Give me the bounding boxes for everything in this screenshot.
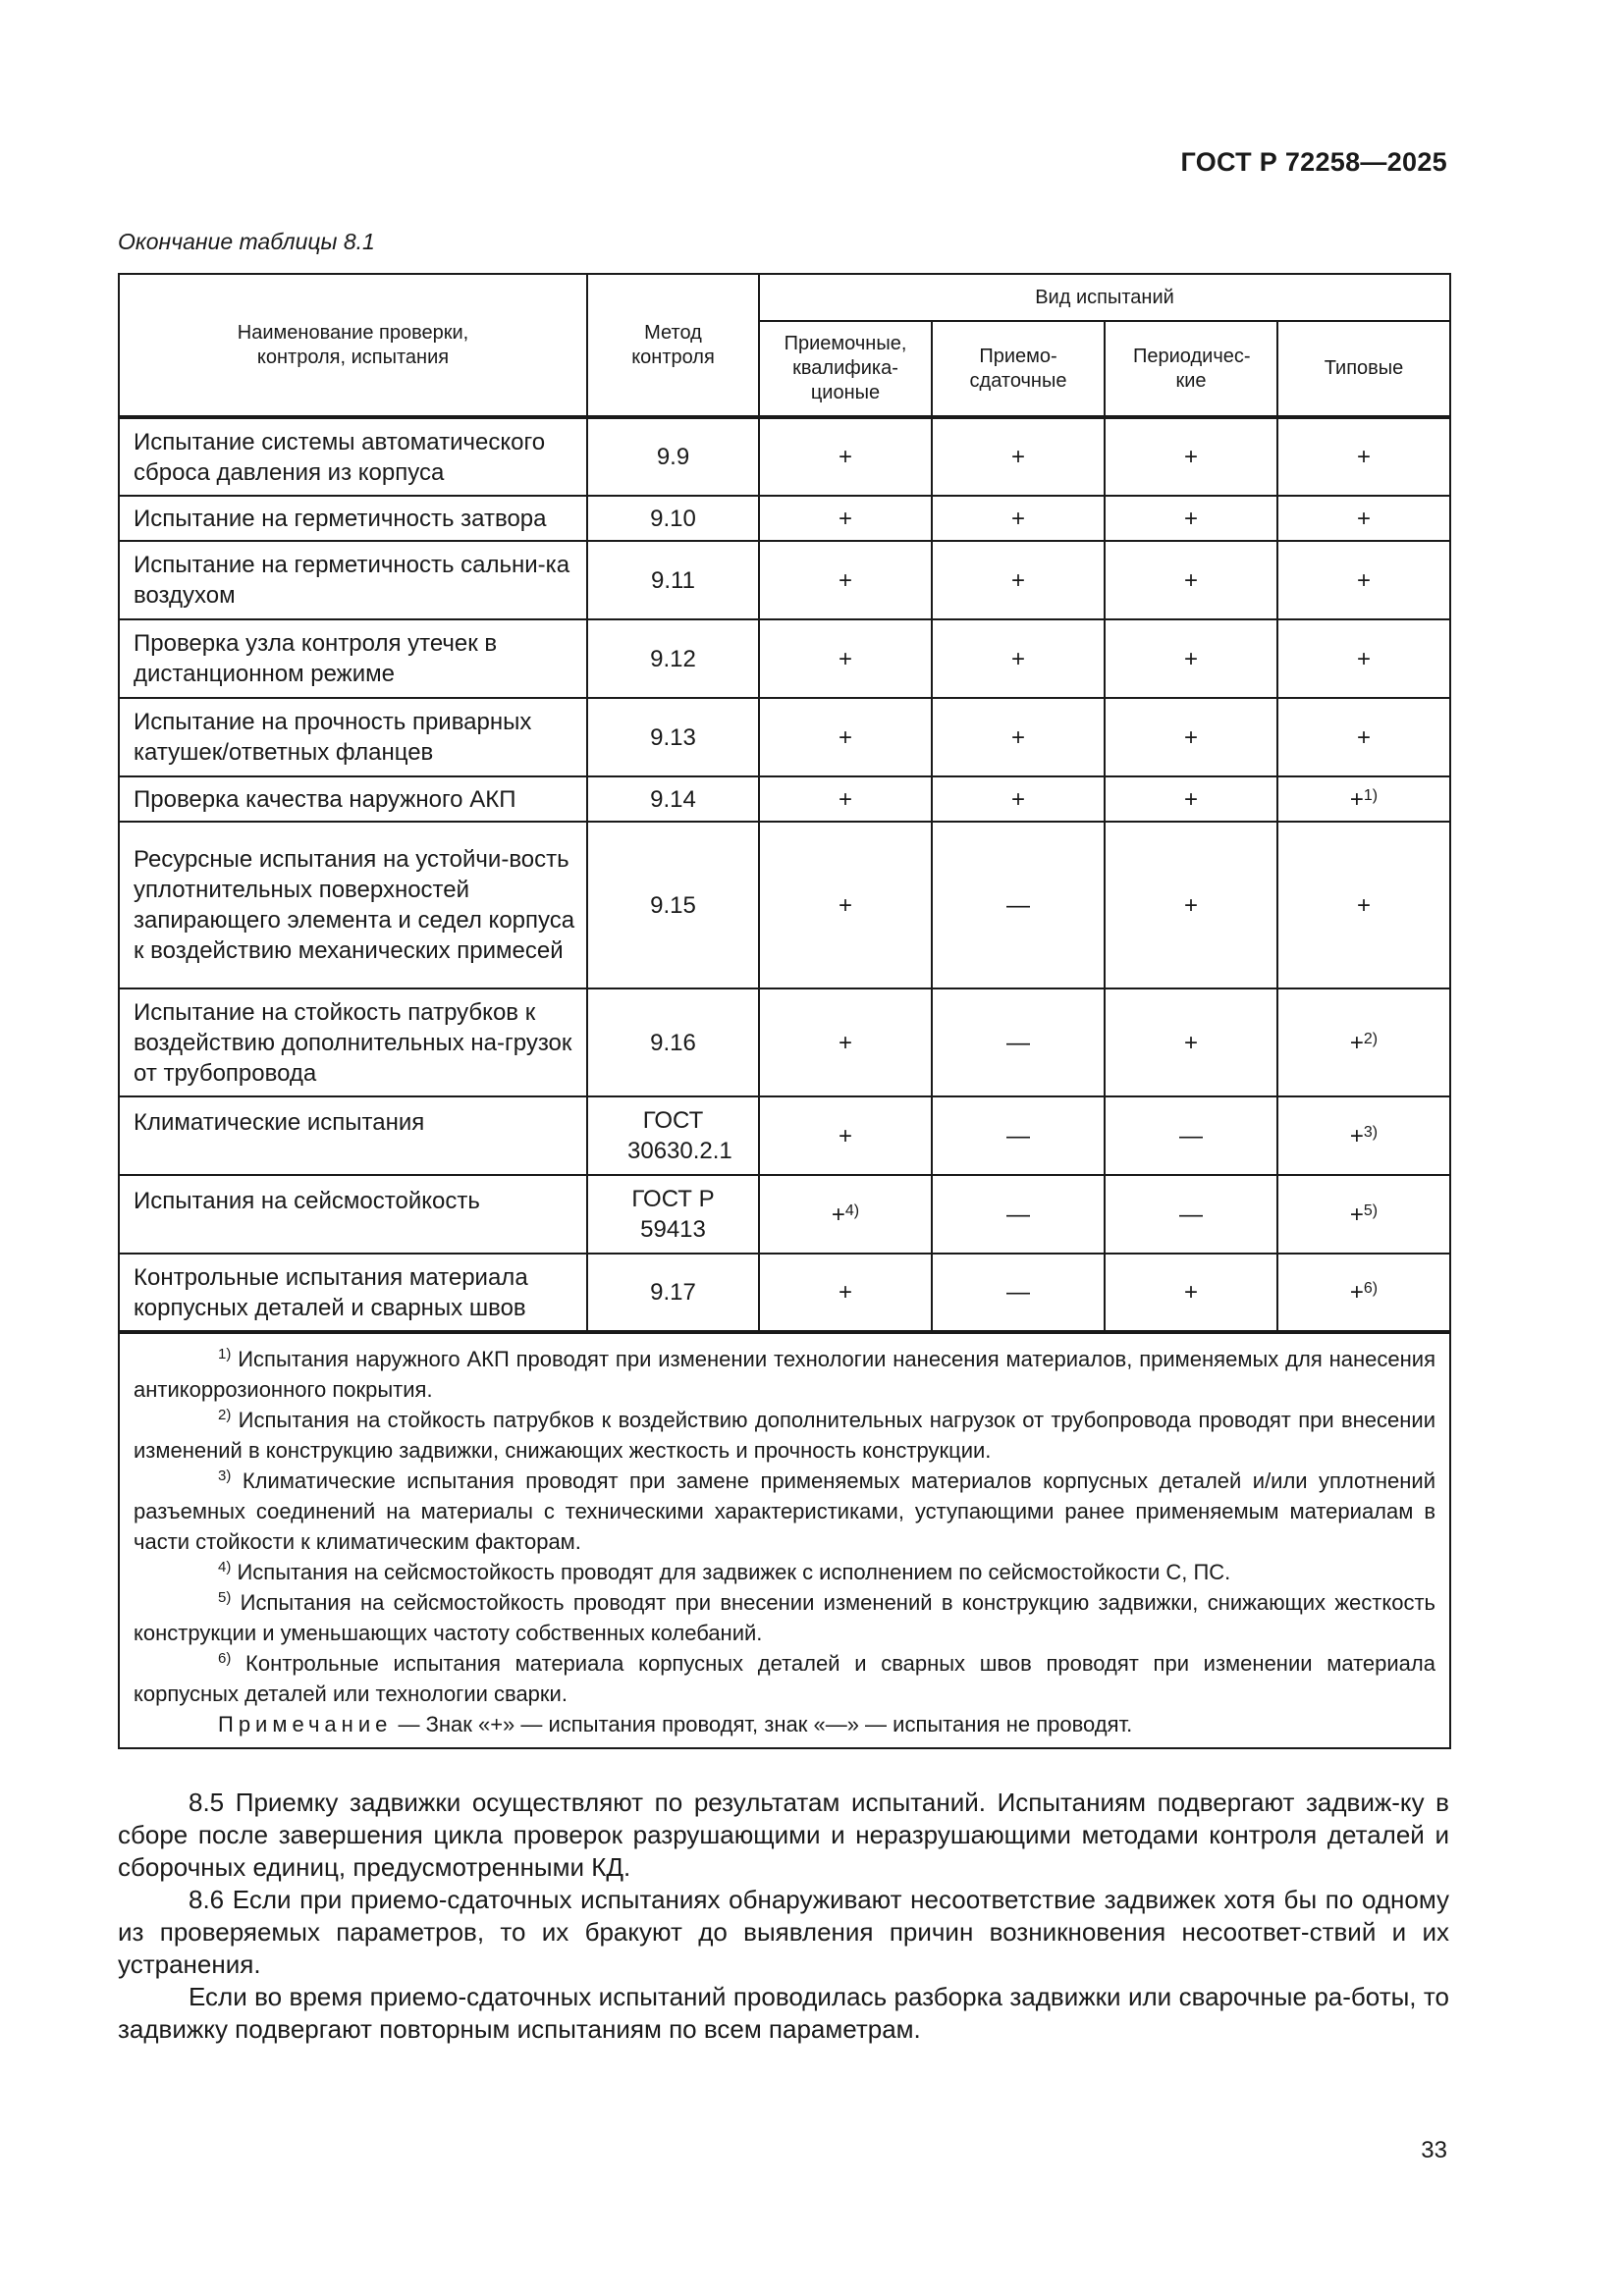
test-mark-cell	[1277, 776, 1450, 822]
check-name-cell: Проверка узла контроля утечек в дистанционном режиме	[119, 619, 587, 698]
test-mark-cell	[759, 496, 932, 541]
test-mark-cell	[932, 619, 1105, 698]
header-periodic: Периодичес-кие	[1105, 321, 1277, 417]
test-mark: +	[1349, 1201, 1364, 1228]
test-mark: +	[838, 1122, 852, 1149]
test-mark: +	[1183, 785, 1198, 813]
test-mark-cell	[759, 1096, 932, 1175]
table-row	[119, 1175, 1450, 1254]
test-mark-cell	[759, 822, 932, 988]
test-mark: +	[1183, 505, 1198, 532]
footnote	[134, 1587, 1435, 1648]
footnote-mark: 2)	[218, 1407, 232, 1423]
paragraph: 8.5 Приемку задвижки осуществляют по результатам испытаний. Испытаниям подвергают задвиж-ку в сборе после завершения цикла проверок разрушающими и неразрушающими методами контроля деталей и сборочных единиц, предусмотренными КД.	[118, 1788, 1449, 1882]
table-row	[119, 417, 1450, 496]
test-mark-cell	[759, 541, 932, 619]
footnote-ref: 6)	[1363, 1280, 1379, 1297]
test-mark-cell	[1277, 698, 1450, 776]
footnote-mark: 1)	[218, 1346, 232, 1362]
test-mark: —	[1006, 1279, 1030, 1306]
test-mark: —	[1006, 1122, 1030, 1149]
method-cell: 9.9	[587, 417, 759, 496]
test-mark-cell	[932, 1175, 1105, 1254]
test-mark-cell	[759, 619, 932, 698]
test-mark: +	[1010, 723, 1025, 751]
test-mark-cell	[932, 776, 1105, 822]
method-cell: 9.12	[587, 619, 759, 698]
test-mark-cell	[1105, 417, 1277, 496]
header-check-name: Наименование проверки, контроля, испытания	[119, 274, 587, 417]
test-mark: +	[1183, 645, 1198, 672]
table-row	[119, 988, 1450, 1096]
footnote	[134, 1344, 1435, 1405]
test-mark: +	[1356, 645, 1371, 672]
test-mark: +	[1356, 444, 1371, 470]
check-name-cell: Проверка качества наружного АКП	[119, 776, 587, 822]
test-mark-cell	[1105, 698, 1277, 776]
test-mark-cell	[1105, 822, 1277, 988]
footnote-mark: 5)	[218, 1589, 232, 1606]
method-cell: 9.17	[587, 1254, 759, 1332]
tests-table	[118, 273, 1451, 1749]
header-type: Типовые	[1277, 321, 1450, 417]
test-mark-cell	[932, 822, 1105, 988]
body-text	[118, 1787, 1449, 2046]
test-mark: +	[1010, 505, 1025, 532]
table-row	[119, 619, 1450, 698]
footnote-ref: 4)	[844, 1201, 860, 1219]
test-mark: +	[838, 1029, 852, 1056]
test-mark: +	[1183, 891, 1198, 919]
table-body	[119, 417, 1450, 1748]
method-cell: ГОСТ Р 59413	[587, 1175, 759, 1254]
check-name-cell: Испытание на герметичность сальни-ка воздухом	[119, 541, 587, 619]
test-mark: +	[838, 891, 852, 919]
test-mark: +	[1183, 723, 1198, 751]
test-mark-cell	[932, 496, 1105, 541]
test-mark: +	[1349, 1279, 1364, 1306]
method-cell: 9.15	[587, 822, 759, 988]
footnote-text: Испытания на сейсмостойкость проводят для задвижек с исполнением по сейсмостойкости С, ПС.	[237, 1560, 1231, 1584]
check-name-cell: Ресурсные испытания на устойчи-вость уплотнительных поверхностей запирающего элемента и седел корпуса к воздействию механических примесей	[119, 822, 587, 988]
test-mark: —	[1179, 1201, 1203, 1228]
footnote	[134, 1466, 1435, 1557]
test-mark-cell	[1277, 417, 1450, 496]
footnote-ref: 1)	[1363, 786, 1379, 804]
test-mark: +	[1356, 723, 1371, 751]
footnote	[134, 1648, 1435, 1709]
method-cell: 9.14	[587, 776, 759, 822]
footnote-text: Климатические испытания проводят при замене применяемых материалов корпусных деталей и/или уплотнений разъемных соединений на материалы с техническими характеристиками, уступающими ранее применяемым материалам в части стойкости к климатическим факторам.	[134, 1468, 1435, 1554]
test-mark: +	[1349, 1122, 1364, 1149]
check-name-cell: Испытание на прочность приварных катушек/ответных фланцев	[119, 698, 587, 776]
test-mark-cell	[759, 417, 932, 496]
footnote-text: Испытания наружного АКП проводят при изменении технологии нанесения материалов, применяемых для нанесения антикоррозионного покрытия.	[134, 1347, 1435, 1402]
check-name-cell: Климатические испытания	[119, 1096, 587, 1175]
table-row	[119, 496, 1450, 541]
footnote-ref: 5)	[1363, 1201, 1379, 1219]
paragraph: 8.6 Если при приемо-сдаточных испытаниях обнаруживают несоответствие задвижек хотя бы по одному из проверяемых параметров, то их бракуют до выявления причин возникновения несоответ-ствий и их устранения.	[118, 1885, 1449, 1979]
table-row	[119, 822, 1450, 988]
test-mark: +	[838, 723, 852, 751]
page-number: 33	[1421, 2137, 1447, 2163]
test-mark-cell	[1105, 776, 1277, 822]
test-mark-cell	[932, 1254, 1105, 1332]
test-mark-cell	[1105, 988, 1277, 1096]
test-mark-cell	[759, 698, 932, 776]
test-mark: +	[1010, 444, 1025, 470]
footnote-text: Испытания на стойкость патрубков к воздействию дополнительных нагрузок от трубопровода проводят при внесении изменений в конструкцию задвижки, снижающих жесткость и прочность конструкции.	[134, 1408, 1435, 1463]
test-mark: +	[1183, 566, 1198, 594]
test-mark: +	[831, 1201, 845, 1228]
test-mark: +	[838, 785, 852, 813]
test-mark-cell	[1277, 619, 1450, 698]
test-mark: +	[838, 1279, 852, 1306]
method-cell: 9.11	[587, 541, 759, 619]
method-cell: 9.10	[587, 496, 759, 541]
test-mark-cell	[759, 1254, 932, 1332]
test-mark: +	[1356, 566, 1371, 594]
test-mark-cell	[1277, 541, 1450, 619]
test-mark-cell	[1277, 822, 1450, 988]
header-acceptance: Приемочные, квалифика-ционые	[759, 321, 932, 417]
table-row	[119, 776, 1450, 822]
test-mark-cell	[1105, 1175, 1277, 1254]
test-mark: +	[1183, 444, 1198, 470]
method-cell: 9.13	[587, 698, 759, 776]
note-text: — Знак «+» — испытания проводят, знак «—» — испытания не проводят.	[392, 1712, 1133, 1736]
header-delivery: Приемо-сдаточные	[932, 321, 1105, 417]
table-row	[119, 1254, 1450, 1332]
table-caption: Окончание таблицы 8.1	[118, 229, 375, 254]
test-mark-cell	[932, 541, 1105, 619]
header-test-types: Вид испытаний	[759, 274, 1450, 321]
footnote	[134, 1405, 1435, 1466]
test-mark-cell	[1105, 1096, 1277, 1175]
test-mark: —	[1179, 1122, 1203, 1149]
test-mark: +	[1010, 566, 1025, 594]
test-mark-cell	[1105, 496, 1277, 541]
document-code: ГОСТ Р 72258—2025	[1180, 147, 1447, 177]
test-mark: +	[1356, 505, 1371, 532]
check-name-cell: Испытания на сейсмостойкость	[119, 1175, 587, 1254]
test-mark-cell	[1277, 988, 1450, 1096]
test-mark: —	[1006, 1201, 1030, 1228]
test-mark-cell	[932, 698, 1105, 776]
check-name-cell: Контрольные испытания материала корпусных деталей и сварных швов	[119, 1254, 587, 1332]
test-mark-cell	[1105, 1254, 1277, 1332]
check-name-cell: Испытание системы автоматического сброса давления из корпуса	[119, 417, 587, 496]
test-mark-cell	[1277, 1175, 1450, 1254]
footnotes-cell	[119, 1332, 1450, 1748]
test-mark: +	[1010, 785, 1025, 813]
test-mark: —	[1006, 891, 1030, 919]
footnote-mark: 3)	[218, 1468, 232, 1484]
check-name-cell: Испытание на герметичность затвора	[119, 496, 587, 541]
table-row	[119, 1096, 1450, 1175]
test-mark: +	[838, 505, 852, 532]
footnote	[134, 1557, 1435, 1587]
test-mark-cell	[759, 776, 932, 822]
footnote-ref: 3)	[1363, 1123, 1379, 1141]
test-mark-cell	[932, 1096, 1105, 1175]
footnote-mark: 6)	[218, 1650, 232, 1667]
header-method: Метод контроля	[587, 274, 759, 417]
test-mark-cell	[1277, 1096, 1450, 1175]
footnote-text: Контрольные испытания материала корпусных деталей и сварных швов проводят при изменении материала корпусных деталей или технологии сварки.	[134, 1651, 1435, 1706]
test-mark: —	[1006, 1029, 1030, 1056]
test-mark: +	[1356, 891, 1371, 919]
test-mark: +	[838, 444, 852, 470]
test-mark: +	[1183, 1029, 1198, 1056]
table-row	[119, 698, 1450, 776]
test-mark: +	[1349, 785, 1364, 813]
footnote-ref: 2)	[1363, 1030, 1379, 1047]
test-mark-cell	[1277, 496, 1450, 541]
test-mark: +	[838, 645, 852, 672]
test-mark-cell	[759, 1175, 932, 1254]
test-mark: +	[1010, 645, 1025, 672]
footnote-mark: 4)	[218, 1559, 232, 1575]
paragraph: Если во время приемо-сдаточных испытаний проводилась разборка задвижки или сварочные ра-боты, то задвижку подвергают повторным испытаниям по всем параметрам.	[118, 1982, 1449, 2044]
test-mark-cell	[932, 417, 1105, 496]
test-mark: +	[838, 566, 852, 594]
method-cell: 9.16	[587, 988, 759, 1096]
table-row	[119, 541, 1450, 619]
footnote-text: Испытания на сейсмостойкость проводят при внесении изменений в конструкцию задвижки, снижающих жесткость конструкции и уменьшающих частоту собственных колебаний.	[134, 1590, 1435, 1645]
test-mark-cell	[1277, 1254, 1450, 1332]
test-mark: +	[1183, 1279, 1198, 1306]
footnotes-row	[119, 1332, 1450, 1748]
test-mark-cell	[759, 988, 932, 1096]
test-mark-cell	[1105, 619, 1277, 698]
test-mark-cell	[932, 988, 1105, 1096]
method-cell: ГОСТ 30630.2.1	[587, 1096, 759, 1175]
test-mark-cell	[1105, 541, 1277, 619]
note-label: Примечание	[218, 1712, 393, 1736]
check-name-cell: Испытание на стойкость патрубков к воздействию дополнительных на-грузок от трубопровода	[119, 988, 587, 1096]
table-note	[134, 1709, 1435, 1739]
test-mark: +	[1349, 1029, 1364, 1056]
